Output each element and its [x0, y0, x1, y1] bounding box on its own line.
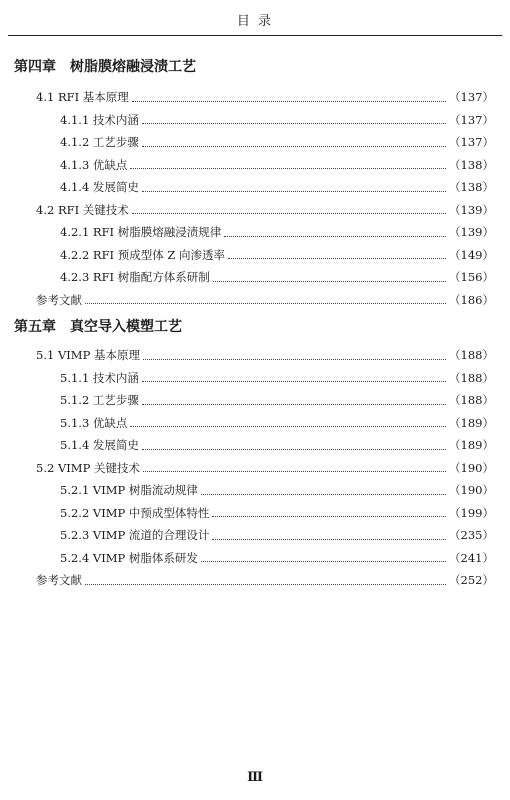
toc-entry-label: 4.2 RFI 关键技术 — [36, 202, 129, 217]
toc-entry-page: （199） — [449, 505, 494, 520]
dot-leader — [212, 527, 446, 540]
chapter-number: 第五章 — [14, 319, 56, 335]
toc-entry-label: 5.2 VIMP 关键技术 — [36, 460, 140, 475]
toc-entry-page: （188） — [449, 348, 494, 362]
toc-entry[interactable] — [0, 155, 510, 175]
dot-leader — [213, 269, 446, 282]
page-number: Ⅲ — [247, 770, 263, 785]
toc-entry[interactable] — [0, 570, 510, 590]
toc-entry[interactable] — [0, 290, 510, 310]
dot-leader — [228, 246, 446, 259]
chapter-title: 树脂膜熔融浸渍工艺 — [70, 59, 196, 75]
toc-entry-label: 4.2.1 RFI 树脂膜熔融浸渍规律 — [60, 225, 222, 239]
toc-entry-page: （189） — [449, 438, 494, 452]
toc-entry[interactable] — [0, 132, 510, 152]
dot-leader — [85, 291, 446, 304]
dot-leader — [132, 201, 446, 214]
toc-entry-page: （188） — [449, 370, 494, 385]
dot-leader — [142, 392, 446, 405]
page-header-title: 目 录 — [236, 14, 274, 29]
toc-entry-page: （138） — [449, 157, 494, 172]
toc-entry[interactable] — [0, 222, 510, 242]
toc-entry[interactable] — [0, 177, 510, 197]
toc-entry-page: （189） — [449, 415, 494, 430]
toc-entry-page: （156） — [449, 270, 494, 284]
toc-entry-label: 4.1.3 优缺点 — [60, 157, 128, 172]
toc-entry[interactable] — [0, 87, 510, 107]
toc-entry-label: 参考文献 — [36, 292, 82, 307]
toc-entry-label: 4.2.2 RFI 预成型体 Z 向渗透率 — [60, 247, 226, 262]
toc-entry[interactable] — [0, 503, 510, 523]
chapter-heading — [14, 56, 196, 76]
header-rule — [8, 35, 502, 36]
toc-entry-page: （235） — [449, 528, 494, 542]
toc-entry-page: （137） — [449, 90, 494, 104]
dot-leader — [130, 156, 446, 169]
toc-entry[interactable] — [0, 390, 510, 410]
toc-entry-label: 4.2.3 RFI 树脂配方体系研制 — [60, 270, 210, 284]
toc-entry-label: 5.2.1 VIMP 树脂流动规律 — [60, 483, 198, 497]
toc-entry-page: （137） — [449, 135, 494, 149]
toc-entry-label: 5.1.4 发展简史 — [60, 438, 139, 452]
toc-entry[interactable] — [0, 110, 510, 130]
toc-entry-label: 4.1.2 工艺步骤 — [60, 135, 139, 149]
toc-entry-label: 5.1.3 优缺点 — [60, 415, 128, 430]
toc-entry-page: （139） — [449, 225, 494, 239]
dot-leader — [142, 134, 446, 147]
dot-leader — [143, 459, 446, 472]
toc-entry[interactable] — [0, 435, 510, 455]
toc-entry[interactable] — [0, 548, 510, 568]
chapter-number: 第四章 — [14, 59, 56, 75]
toc-entry-page: （241） — [449, 550, 494, 565]
toc-entry[interactable] — [0, 458, 510, 478]
toc-entry[interactable] — [0, 200, 510, 220]
dot-leader — [142, 111, 446, 124]
toc-entry-label: 4.1.1 技术内涵 — [60, 112, 139, 127]
toc-entry-page: （138） — [449, 180, 494, 194]
dot-leader — [201, 482, 446, 495]
toc-entry-label: 5.2.3 VIMP 流道的合理设计 — [60, 528, 210, 542]
toc-entry[interactable] — [0, 368, 510, 388]
toc-entry[interactable] — [0, 267, 510, 287]
dot-leader — [142, 369, 446, 382]
dot-leader — [212, 504, 446, 517]
dot-leader — [143, 347, 446, 360]
toc-entry[interactable] — [0, 525, 510, 545]
dot-leader — [130, 414, 446, 427]
toc-entry[interactable] — [0, 480, 510, 500]
toc-entry-label: 参考文献 — [36, 573, 82, 587]
dot-leader — [142, 437, 446, 450]
dot-leader — [142, 179, 446, 192]
toc-entry[interactable] — [0, 245, 510, 265]
toc-entry-label: 4.1 RFI 基本原理 — [36, 90, 129, 104]
toc-entry-label: 5.2.2 VIMP 中预成型体特性 — [60, 505, 210, 520]
toc-entry[interactable] — [0, 413, 510, 433]
toc-entry-page: （186） — [449, 292, 494, 307]
toc-entry-label: 5.1.1 技术内涵 — [60, 370, 139, 385]
dot-leader — [85, 572, 446, 585]
dot-leader — [224, 224, 446, 237]
dot-leader — [201, 549, 446, 562]
dot-leader — [132, 89, 446, 102]
toc-entry-label: 4.1.4 发展简史 — [60, 180, 139, 194]
toc-entry-label: 5.1.2 工艺步骤 — [60, 393, 139, 407]
toc-entry-page: （190） — [449, 460, 494, 475]
toc-entry-page: （149） — [449, 247, 494, 262]
toc-entry-page: （188） — [449, 393, 494, 407]
toc-entry-label: 5.1 VIMP 基本原理 — [36, 348, 140, 362]
toc-entry-label: 5.2.4 VIMP 树脂体系研发 — [60, 550, 198, 565]
toc-entry-page: （252） — [449, 573, 494, 587]
toc-entry-page: （190） — [449, 483, 494, 497]
toc-entry-page: （139） — [449, 202, 494, 217]
chapter-heading — [14, 316, 182, 336]
toc-entry-page: （137） — [449, 112, 494, 127]
toc-entry[interactable] — [0, 345, 510, 365]
chapter-title: 真空导入模塑工艺 — [70, 319, 182, 335]
